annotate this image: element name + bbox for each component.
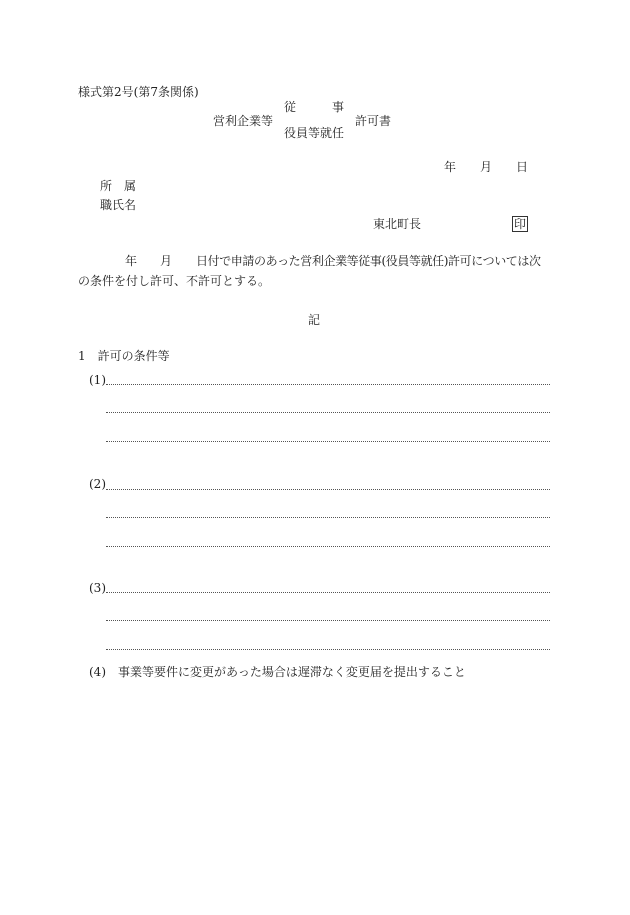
blank-line [106, 649, 550, 650]
body-line2: の条件を付し許可、不許可とする。 [78, 274, 271, 288]
item-3-label: (3) [89, 581, 106, 595]
name-label: 職氏名 [100, 198, 137, 212]
blank-line [106, 441, 550, 442]
date-year: 年 [444, 160, 457, 174]
body-month: 月 [160, 254, 173, 268]
date-day: 日 [516, 160, 529, 174]
ki-heading: 記 [308, 313, 321, 327]
section1-heading: 1 許可の条件等 [78, 349, 170, 363]
body-line1: 日付で申請のあった営利企業等従事(役員等就任)許可については次 [196, 254, 541, 268]
affiliation-label: 所 属 [100, 179, 137, 193]
title-lower: 役員等就任 [284, 126, 345, 140]
blank-line [106, 489, 550, 490]
form-number: 様式第2号(第7条関係) [78, 85, 199, 99]
item-1-label: (1) [89, 373, 106, 387]
body-year: 年 [125, 254, 138, 268]
item-2-label: (2) [89, 477, 106, 491]
date-month: 月 [480, 160, 493, 174]
title-prefix: 営利企業等 [213, 114, 274, 128]
blank-line [106, 592, 550, 593]
seal-mark: 印 [514, 217, 527, 231]
blank-line [106, 384, 550, 385]
item-4: (4) 事業等要件に変更があった場合は遅滞なく変更届を提出すること [89, 665, 466, 679]
title-suffix: 許可書 [355, 114, 392, 128]
issuer-name: 東北町長 [373, 217, 422, 231]
blank-line [106, 546, 550, 547]
title-upper: 従 事 [284, 100, 345, 114]
blank-line [106, 412, 550, 413]
blank-line [106, 517, 550, 518]
blank-line [106, 620, 550, 621]
